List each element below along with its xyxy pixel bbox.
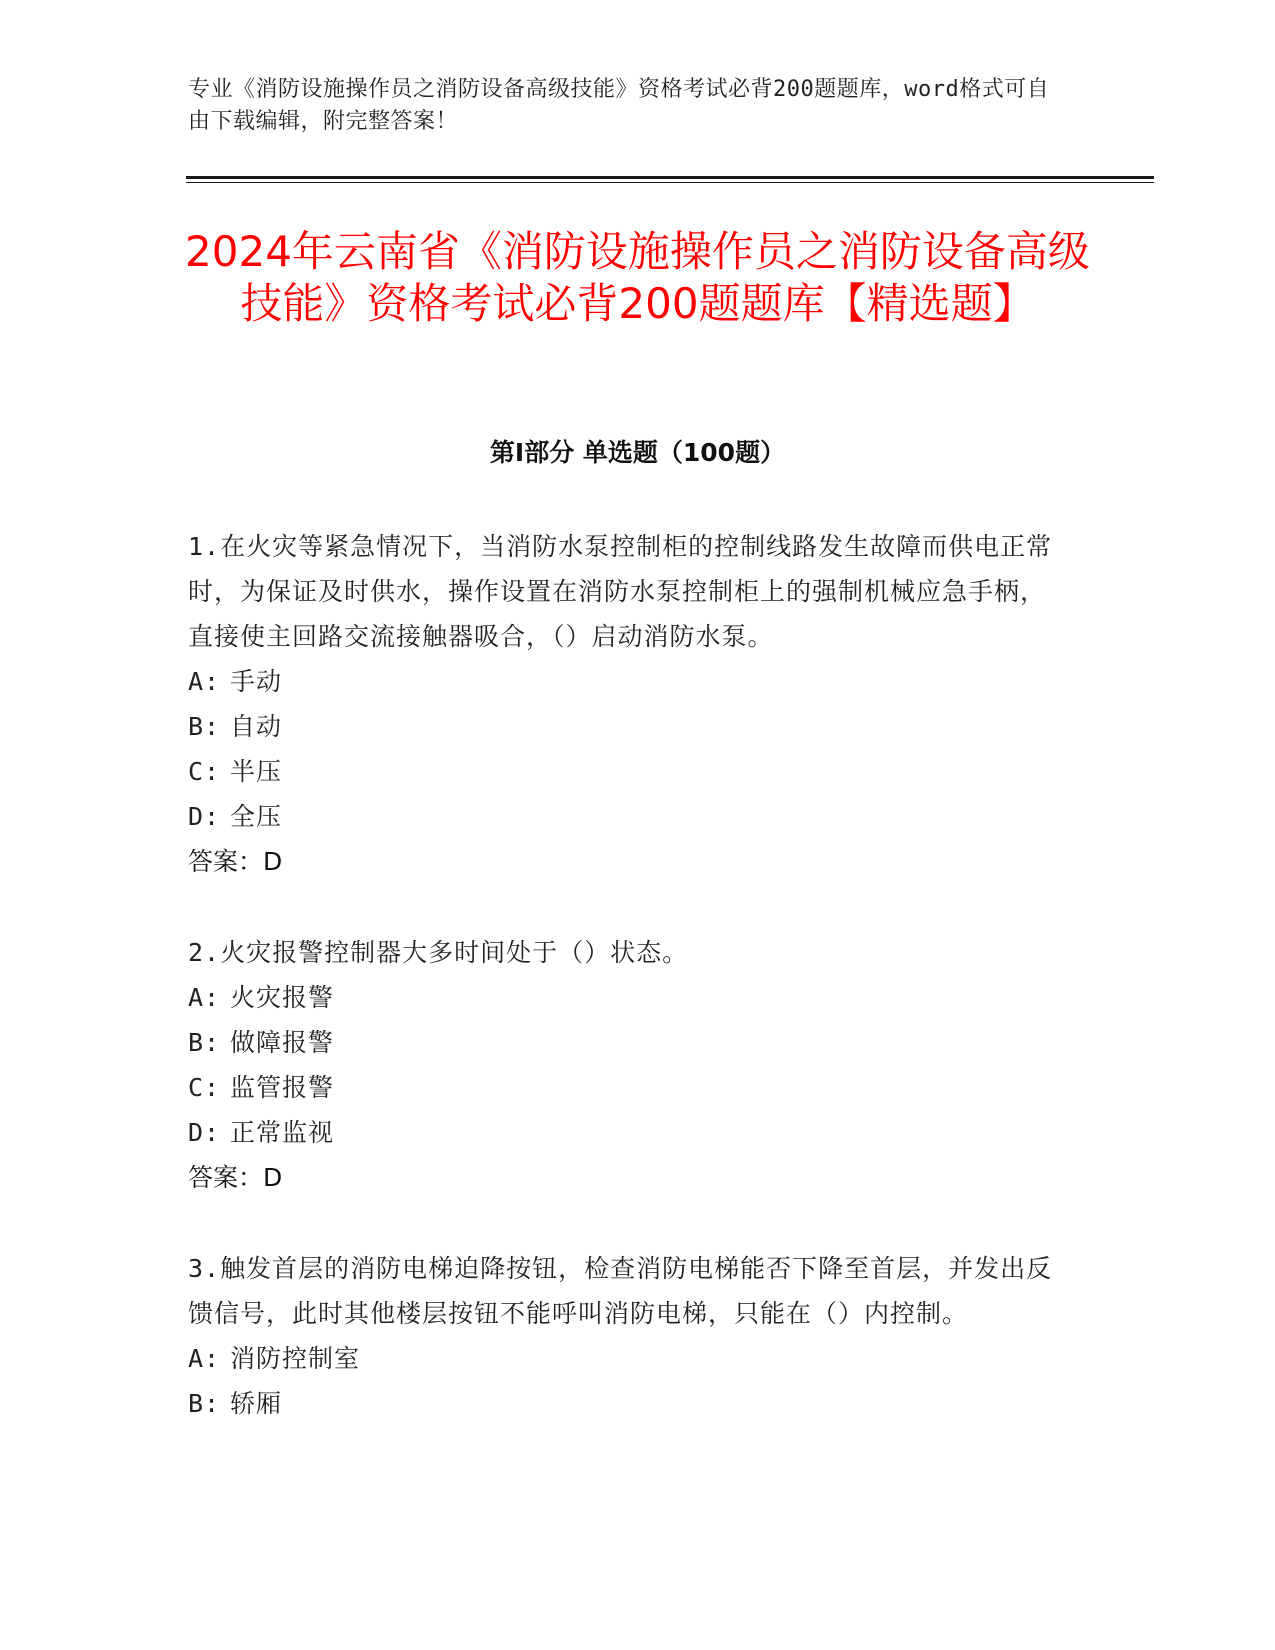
option-b [188,1020,1068,1065]
question-stem [188,524,1068,659]
option-letter: D: [188,1118,221,1147]
question-number: 3. [188,1254,221,1283]
question-list [188,524,1068,1472]
option-text: 消防控制室 [230,1344,361,1373]
question-text: 触发首层的消防电梯迫降按钮，检查消防电梯能否下降至首层，并发出反馈信号，此时其他楼层按钮不能呼叫消防电梯，只能在（）内控制。 [188,1254,1053,1328]
document-title: 2024年云南省《消防设施操作员之消防设备高级技能》资格考试必背200题题库【精选题】 [185,227,1090,328]
option-text: 自动 [230,712,283,741]
option-letter: A: [188,1344,221,1373]
option-d [188,1110,1068,1155]
answer-line: 答案：D [188,847,283,876]
option-letter: B: [188,1028,221,1057]
option-letter: B: [188,712,221,741]
section-heading: 第Ⅰ部分 单选题（100题） [489,438,786,467]
option-d [188,794,1068,839]
option-a [188,1336,1068,1381]
question-stem [188,1246,1068,1336]
option-text: 正常监视 [230,1118,335,1147]
option-a [188,975,1068,1020]
option-text: 火灾报警 [230,983,335,1012]
option-a [188,659,1068,704]
header-note: 专业《消防设施操作员之消防设备高级技能》资格考试必背200题题库，word格式可自由下载编辑，附完整答案！ [188,77,1050,134]
question-stem [188,930,1068,975]
option-text: 半压 [230,757,283,786]
option-letter: C: [188,1073,221,1102]
question-number: 1. [188,532,221,561]
question-3 [188,1246,1068,1426]
option-text: 全压 [230,802,283,831]
option-c [188,749,1068,794]
question-1 [188,524,1068,884]
answer-line: 答案：D [188,1163,283,1192]
question-text: 火灾报警控制器大多时间处于（）状态。 [220,938,689,967]
header-divider-thin [186,182,1154,183]
question-2 [188,930,1068,1200]
option-letter: C: [188,757,221,786]
header-divider-thick [186,176,1154,179]
option-text: 手动 [230,667,283,696]
option-letter: A: [188,983,221,1012]
question-text: 在火灾等紧急情况下，当消防水泵控制柜的控制线路发生故障而供电正常时，为保证及时供水，操作设置在消防水泵控制柜上的强制机械应急手柄，直接使主回路交流接触器吸合，（）启动消防水泵。 [188,532,1053,651]
option-b [188,1381,1068,1426]
question-number: 2. [188,938,221,967]
option-text: 做障报警 [230,1028,335,1057]
option-letter: B: [188,1389,221,1418]
option-letter: D: [188,802,221,831]
option-text: 监管报警 [230,1073,335,1102]
option-b [188,704,1068,749]
option-text: 轿厢 [230,1389,283,1418]
option-c [188,1065,1068,1110]
option-letter: A: [188,667,221,696]
